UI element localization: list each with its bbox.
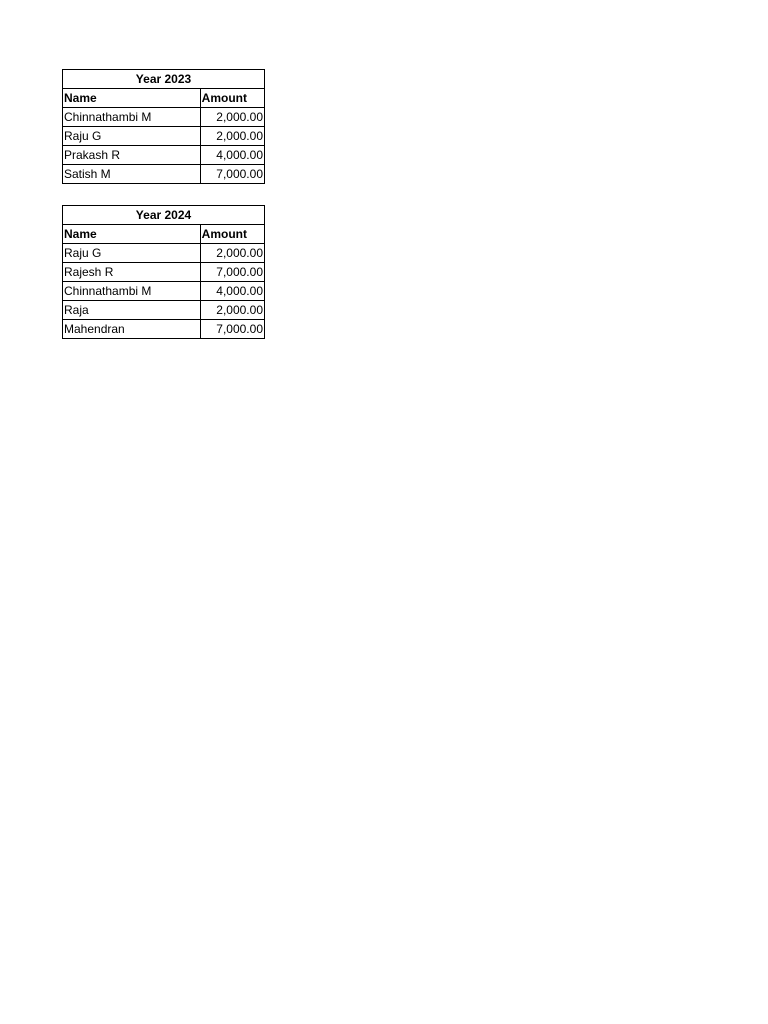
- column-header-amount: Amount: [200, 89, 264, 108]
- name-cell: Rajesh R: [63, 263, 201, 282]
- table-row: [63, 263, 265, 282]
- table-row: [63, 108, 265, 127]
- column-header-name: Name: [63, 225, 201, 244]
- amount-cell: 7,000.00: [200, 263, 264, 282]
- table-row: [63, 244, 265, 263]
- name-cell: Satish M: [63, 165, 201, 184]
- name-cell: Chinnathambi M: [63, 108, 201, 127]
- table-header-row: [63, 225, 265, 244]
- name-cell: Raju G: [63, 127, 201, 146]
- column-header-name: Name: [63, 89, 201, 108]
- table-title: Year 2024: [63, 206, 265, 225]
- amount-cell: 4,000.00: [200, 146, 264, 165]
- table-row: [63, 165, 265, 184]
- table-title-row: [63, 206, 265, 225]
- amount-cell: 2,000.00: [200, 301, 264, 320]
- table-header-row: [63, 89, 265, 108]
- table-year-2023: [62, 69, 265, 184]
- amount-cell: 7,000.00: [200, 165, 264, 184]
- table-title: Year 2023: [63, 70, 265, 89]
- amount-cell: 2,000.00: [200, 244, 264, 263]
- name-cell: Raja: [63, 301, 201, 320]
- table-row: [63, 320, 265, 339]
- table-year-2024: [62, 205, 265, 339]
- table-row: [63, 127, 265, 146]
- name-cell: Mahendran: [63, 320, 201, 339]
- table-row: [63, 146, 265, 165]
- amount-cell: 7,000.00: [200, 320, 264, 339]
- amount-cell: 2,000.00: [200, 108, 264, 127]
- amount-cell: 4,000.00: [200, 282, 264, 301]
- column-header-amount: Amount: [200, 225, 264, 244]
- table-row: [63, 282, 265, 301]
- name-cell: Chinnathambi M: [63, 282, 201, 301]
- table-title-row: [63, 70, 265, 89]
- amount-cell: 2,000.00: [200, 127, 264, 146]
- table-row: [63, 301, 265, 320]
- name-cell: Prakash R: [63, 146, 201, 165]
- name-cell: Raju G: [63, 244, 201, 263]
